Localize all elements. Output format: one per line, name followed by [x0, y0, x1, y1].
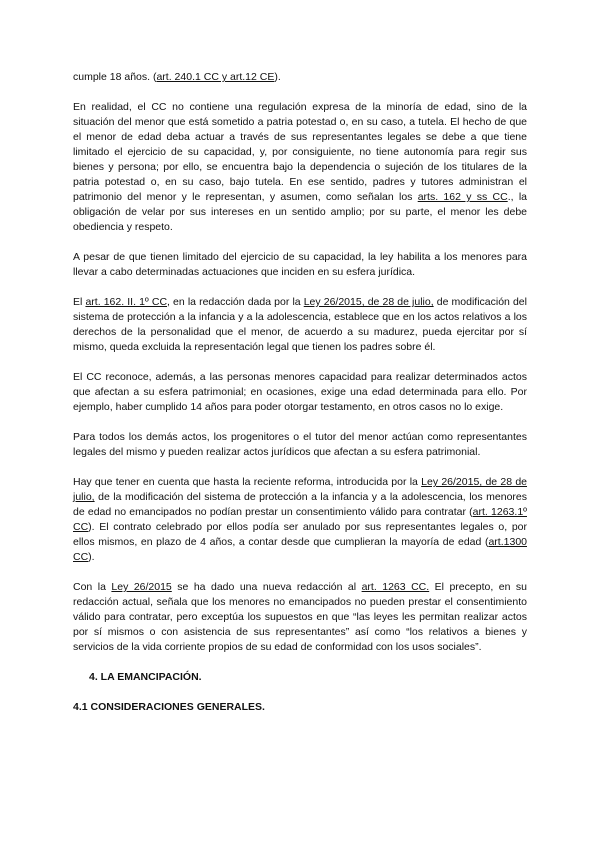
text-span: cumple 18 años. ( [73, 71, 157, 83]
text-span: se ha dado una nueva redacción al [171, 581, 362, 593]
text-span: Para todos los demás actos, los progenitores o el tutor del menor actúan como representantes legales del mismo y pueden realizar actos jurídicos que afectan a su esfera patrimonial. [73, 431, 527, 458]
legal-reference-link[interactable]: art. 1263 CC. [361, 581, 430, 593]
subsection-heading: 4.1 CONSIDERACIONES GENERALES. [73, 701, 265, 713]
legal-reference-link[interactable]: art. 240.1 CC y art.12 CE [156, 71, 275, 83]
paragraph-art-162 [73, 295, 527, 355]
paragraph-new-wording [73, 580, 527, 655]
text-span: Con la [73, 581, 112, 593]
paragraph-continuation [73, 70, 527, 85]
text-span: de la modificación del sistema de protección a la infancia y a la adolescencia, los menores de edad no emancipados no podían prestar un consentimiento válido para contratar ( [73, 491, 527, 518]
paragraph-patrimonial-acts [73, 370, 527, 415]
text-span: El CC reconoce, además, a las personas menores capacidad para realizar determinados actos que afectan a su esfera patrimonial; en ocasiones, exige una edad determinada para ello. Por ejemplo, haber cumplido 14 años para poder otorgar testamento, en otros casos no lo exige. [73, 371, 527, 413]
legal-reference-link[interactable]: art. 1263.1º CC [73, 506, 527, 533]
text-span: de modificación del sistema de protección a la infancia y a la adolescencia, establece que en los actos relativos a los derechos de la personalidad que el menor, de acuerdo a su madurez, pueda ejercitar por sí mismo, queda excluida la representación legal que tienen los padres sobre él. [73, 296, 527, 353]
legal-reference-link[interactable]: Ley 26/2015 [111, 581, 172, 593]
text-span: A pesar de que tienen limitado del ejercicio de su capacidad, la ley habilita a los menores para llevar a cabo determinadas actuaciones que inciden en su esfera jurídica. [73, 251, 527, 278]
paragraph-legal-representatives [73, 430, 527, 460]
text-span: ). [274, 71, 281, 83]
text-span: ., la obligación de velar por sus intereses en un sentido amplio; por su parte, el menor les debe obediencia y respeto. [73, 191, 527, 233]
paragraph-minority-regulation [73, 100, 527, 235]
text-span: ). El contrato celebrado por ellos podía ser anulado por sus representantes legales o, por ellos mismos, en plazo de 4 años, a contar desde que cumplieran la mayoría de edad ( [73, 521, 527, 548]
legal-reference-link[interactable]: Ley 26/2015, de 28 de julio, [73, 476, 528, 503]
legal-reference-link[interactable]: art.1300 CC [73, 536, 527, 563]
legal-reference-link[interactable]: Ley 26/2015, de 28 de julio, [303, 296, 434, 308]
text-span: El precepto, en su redacción actual, señala que los menores no emancipados no pueden prestar el consentimiento válido para contratar, pero exceptúa los supuestos en que “las leyes les permitan realizar actos por sí mismos o con asistencia de sus representantes” así como “los relativos a bienes y servicios de la vida corriente propios de su edad de conformidad con los usos sociales”. [73, 581, 527, 653]
document-body [73, 70, 527, 715]
paragraph-reform-history [73, 475, 527, 565]
text-span: En realidad, el CC no contiene una regulación expresa de la minoría de edad, sino de la situación del menor que está sometido a patria potestad o, en su caso, a tutela. El hecho de que el menor de edad deba actuar a través de sus representantes legales se debe a que tiene limitado el ejercicio de su capacidad, y, por consiguiente, no tiene autonomía para regir sus bienes y persona; por ello, se encuentra bajo la dependencia o sujeción de los titulares de la patria potestad o, en su caso, bajo tutela. En ese sentido, padres y tutores administran el patrimonio del menor y le representan, y asumen, como señalan los [73, 101, 527, 203]
text-span: , en la redacción dada por la [167, 296, 304, 308]
section-heading: 4. LA EMANCIPACIÓN. [89, 671, 202, 683]
text-span: El [73, 296, 86, 308]
text-span: ). [88, 551, 95, 563]
paragraph-legal-capacity [73, 250, 527, 280]
legal-reference-link[interactable]: arts. 162 y ss CC [417, 191, 508, 203]
text-span: Hay que tener en cuenta que hasta la reciente reforma, introducida por la [73, 476, 422, 488]
legal-reference-link[interactable]: art. 162. II. 1º CC [85, 296, 168, 308]
